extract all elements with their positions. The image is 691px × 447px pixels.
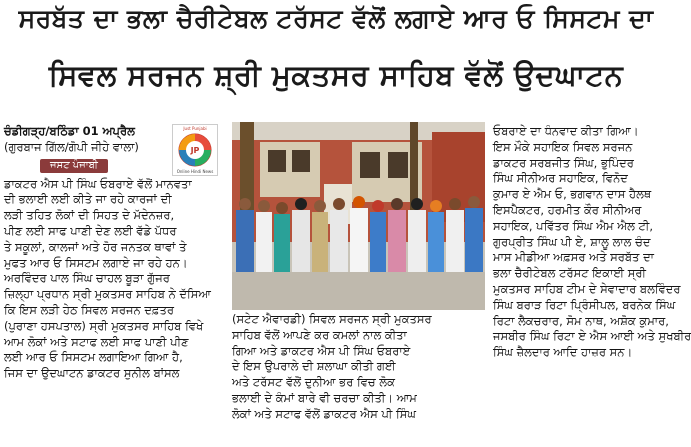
article-line: ਅਤੇ ਟਰੱਸਟ ਵੱਲੋਂ ਦੁਨੀਆ ਭਰ ਵਿਚ ਲੋਕ: [232, 375, 395, 390]
article-line: ਮਾਸ ਮੀਡੀਆ ਅਫ਼ਸਰ ਅਤੇ ਸਰਬੱਤ ਦਾ: [493, 250, 654, 265]
headline-line-1: ਸਰਬੱਤ ਦਾ ਭਲਾ ਚੈਰੀਟੇਬਲ ਟਰੱਸਟ ਵੱਲੋਂ ਲਗਾਏ ਆਰ ਓ ਸਿਸਟਮ ਦਾ: [18, 4, 654, 33]
article-line: ਤੇ ਸਕੂਲਾਂ, ਕਾਲਜਾਂ ਅਤੇ ਹੋਰ ਜਨਤਕ ਥਾਵਾਂ ਤੇ: [4, 239, 187, 254]
publication-logo: [172, 124, 218, 176]
article-line: ਲੋਕਾਂ ਅਤੇ ਸਟਾਫ ਵੱਲੋਂ ਡਾਕਟਰ ਐਸ ਪੀ ਸਿੰਘ: [232, 406, 416, 421]
article-line: ਜਿਸ ਦਾ ਉਦਘਾਟਨ ਡਾਕਟਰ ਸੁਨੀਲ ਬਾਂਸਲ: [4, 366, 180, 381]
byline: (ਗੁਰਬਾਜ ਗਿੱਲ/ਗੋਪੀ ਜੀਹੇ ਵਾਲਾ): [4, 139, 139, 154]
article-line: ਕਿ ਇਸ ਲੜੀ ਹੇਠ ਸਿਵਲ ਸਰਜਨ ਦਫ਼ਤਰ: [4, 302, 174, 317]
article-column-right: [493, 124, 691, 361]
article-line: ਓਬਰਾਏ ਦਾ ਧੰਨਵਾਦ ਕੀਤਾ ਗਿਆ।: [493, 124, 639, 138]
article-line: ਸਹਾਇਕ, ਪਵਿੱਤਰ ਸਿੰਘ ਐਮ ਐਲ ਟੀ,: [493, 218, 654, 233]
article-line: ਭਲਾ ਚੈਰੀਟੇਬਲ ਟਰੱਸਟ ਇਕਾਈ ਸ੍ਰੀ: [493, 266, 646, 281]
article-line: ਦੀ ਭਲਾਈ ਲਈ ਕੀਤੇ ਜਾ ਰਹੇ ਕਾਰਜਾਂ ਦੀ: [4, 192, 172, 207]
article-line: ਗਿਆ ਅਤੇ ਡਾਕਟਰ ਐਸ ਪੀ ਸਿੰਘ ਓਬਰਾਏ: [232, 343, 411, 358]
article-line: ਸਾਹਿਬ ਵੱਲੋਂ ਆਪਣੇ ਕਰ ਕਮਲਾਂ ਨਾਲ ਕੀਤਾ: [232, 327, 407, 342]
article-line: (ਪੁਰਾਣਾ ਹਸਪਤਾਲ) ਸ੍ਰੀ ਮੁਕਤਸਰ ਸਾਹਿਬ ਵਿਖੇ: [4, 318, 204, 333]
logo-title: Just Punjabi: [183, 126, 207, 131]
publication-tag-badge: ਜਸਟ ਪੰਜਾਬੀ: [40, 159, 108, 173]
event-photo: [232, 122, 485, 310]
article-line: ਅਰਵਿੰਦਰ ਪਾਲ ਸਿੰਘ ਚਾਹਲ ਬੂੜਾ ਗੁੱਜਰ: [4, 271, 170, 286]
article-line: ਸਿੰਘ ਬਰਾੜ ਰਿਟਾ ਪ੍ਰਿੰਸੀਪਲ, ਬਰਨੇਕ ਸਿੰਘ: [493, 297, 676, 312]
article-line: (ਸਟੇਟ ਐਵਾਰਡੀ) ਸਿਵਲ ਸਰਜਨ ਸ੍ਰੀ ਮੁਕਤਸਰ: [232, 312, 432, 326]
article-line: ਭਲਾਈ ਦੇ ਕੰਮਾਂ ਬਾਰੇ ਵੀ ਚਰਚਾ ਕੀਤੀ। ਆਮ: [232, 390, 417, 405]
article-body-middle: [232, 312, 484, 423]
logo-emblem-icon: [173, 125, 217, 175]
article-line: ਡਾਕਟਰ ਸਰਬਜੀਤ ਸਿੰਘ, ਭੁਪਿੰਦਰ: [493, 155, 634, 170]
article-body-left: [4, 177, 226, 382]
article-line: ਮੁਕਤਸਰ ਸਾਹਿਬ ਟੀਮ ਦੇ ਸੇਵਾਦਾਰ ਬਲਵਿੰਦਰ: [493, 281, 681, 296]
svg-text:JP: JP: [190, 146, 200, 155]
article-line: ਲੜੀ ਤਹਿਤ ਲੋਕਾਂ ਦੀ ਸਿਹਤ ਦੇ ਮੱਦੇਨਜ਼ਰ,: [4, 208, 175, 223]
article-line: ਜ਼ਿਲ੍ਹਾ ਪ੍ਰਧਾਨ ਸ੍ਰੀ ਮੁਕਤਸਰ ਸਾਹਿਬ ਨੇ ਦੱਸਿਆ: [4, 287, 211, 302]
article-line: ਕੁਮਾਰ ਏ ਐਮ ਓ, ਭਗਵਾਨ ਦਾਸ ਹੈਲਥ: [493, 187, 652, 202]
article-line: ਜਸਬੀਰ ਸਿੰਘ ਰਿਟਾ ਏ ਐਸ ਆਈ ਅਤੇ ਸੁਖਬੀਰ: [493, 329, 691, 344]
article-line: ਮੁਫਤ ਆਰ ਓ ਸਿਸਟਮ ਲਗਾਏ ਜਾ ਰਹੇ ਹਨ।: [4, 255, 188, 270]
article-line: ਦੇ ਇਸ ਉਪਰਾਲੇ ਦੀ ਸ਼ਲਾਘਾ ਕੀਤੀ ਗਈ: [232, 359, 396, 374]
article-line: ਲਈ ਆਰ ਓ ਸਿਸਟਮ ਲਗਾਇਆ ਗਿਆ ਹੈ,: [4, 350, 183, 365]
article-body-right: [493, 124, 691, 361]
article-line: ਇਸਪੈਕਟਰ, ਹਰਮੀਤ ਕੌਰ ਸੀਨੀਅਰ: [493, 202, 642, 217]
dateline: ਚੰਡੀਗੜ੍ਹ/ਬਠਿੰਡਾ 01 ਅਪ੍ਰੈਲ: [4, 124, 135, 138]
headline-line-2: ਸਿਵਲ ਸਰਜਨ ਸ਼੍ਰੀ ਮੁਕਤਸਰ ਸਾਹਿਬ ਵੱਲੋਂ ਉਦਘਾਟਨ: [48, 58, 624, 92]
article-line: ਸਿੰਘ ਸੀਨੀਅਰ ਸਹਾਇਕ, ਵਿਨੋਦ: [493, 171, 628, 186]
article-line: ਪੀਣ ਲਈ ਸਾਫ ਪਾਣੀ ਦੇਣ ਲਈ ਵੱਡੇ ਪੱਧਰ: [4, 223, 177, 238]
article-line: ਰਿਟਾ ਲੈਕਚਰਾਰ, ਸੋਮ ਨਾਥ, ਅਸ਼ੋਕ ਕੁਮਾਰ,: [493, 313, 669, 328]
logo-subtitle: Online Hindi News: [176, 169, 214, 174]
article-line: ਆਮ ਲੋਕਾਂ ਅਤੇ ਸਟਾਫ ਲਈ ਸਾਫ ਪਾਣੀ ਪੀਣ: [4, 334, 189, 349]
article-line: ਡਾਕਟਰ ਐਸ ਪੀ ਸਿੰਘ ਓਬਰਾਏ ਵੱਲੋਂ ਮਾਨਵਤਾ: [4, 176, 192, 191]
article-column-middle: [232, 312, 484, 423]
article-line: ਇਸ ਮੌਕੇ ਸਹਾਇਕ ਸਿਵਲ ਸਰਜਨ: [493, 139, 633, 154]
article-line: ਸਿੰਘ ਜ਼ੈਲਦਾਰ ਆਦਿ ਹਾਜ਼ਰ ਸਨ।: [493, 345, 633, 360]
article-line: ਗੁਰਪ੍ਰੀਤ ਸਿੰਘ ਪੀ ਏ, ਸ਼ਾਲੂ ਲਾਲ ਚੰਦ: [493, 234, 651, 249]
